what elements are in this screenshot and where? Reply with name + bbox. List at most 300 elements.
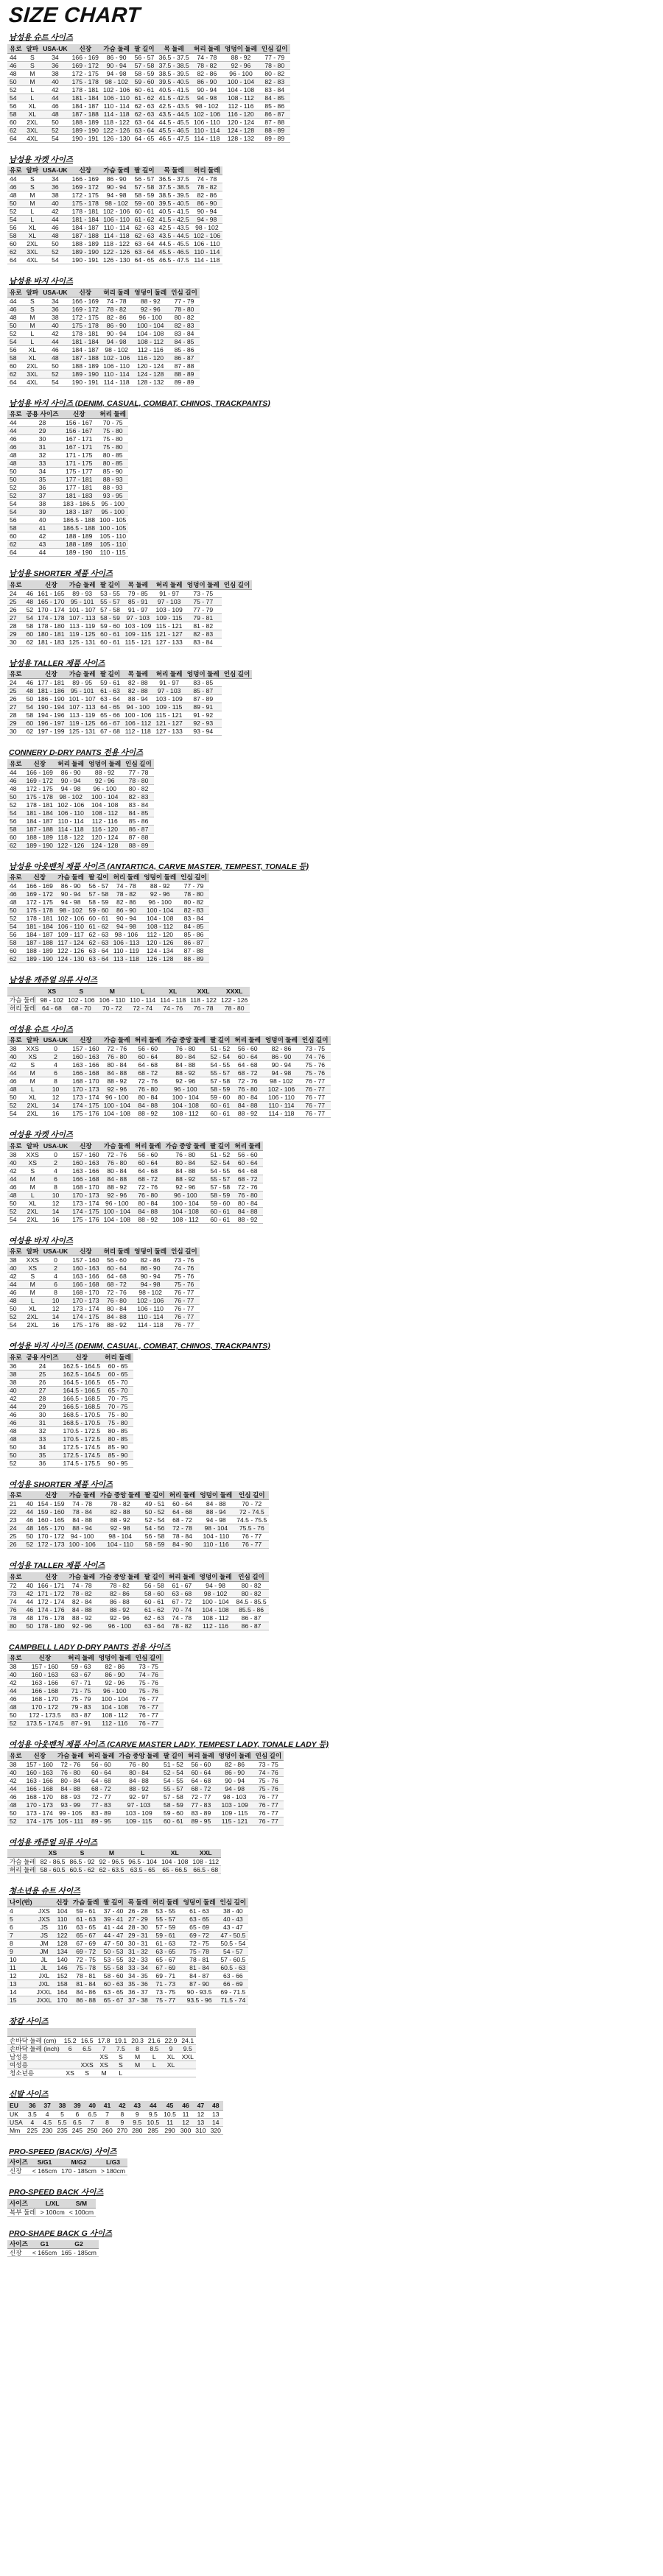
table-cell: 97 - 103: [116, 1801, 161, 1809]
table-cell: 169 - 172: [24, 776, 55, 784]
table-cell: 48: [7, 69, 24, 77]
table-cell: 88 - 92: [132, 297, 169, 305]
column-header: 가슴 중앙 둘레: [98, 1491, 143, 1500]
table-cell: 청소년용: [7, 2069, 62, 2077]
table-cell: 146: [54, 1963, 71, 1971]
table-cell: 76 - 80: [116, 1760, 161, 1768]
table-cell: 23: [7, 1516, 24, 1524]
table-cell: 89 - 95: [86, 1817, 117, 1825]
table-row: [7, 1996, 248, 2004]
column-header: 신장: [70, 1141, 101, 1150]
table-cell: 21: [7, 1500, 24, 1508]
table-cell: 108 - 112: [164, 1215, 208, 1223]
table-row: [7, 1426, 133, 1435]
table-row: [7, 1370, 133, 1378]
table-cell: 72 - 74: [127, 1004, 158, 1012]
table-cell: 188 - 189: [70, 240, 101, 248]
table-cell: 40: [7, 1053, 24, 1061]
table-cell: 73 - 75: [300, 1045, 331, 1053]
column-header: 가슴 둘레: [67, 1572, 98, 1581]
table-row: [7, 947, 209, 955]
table-row: [7, 1362, 133, 1370]
table-cell: 4: [25, 2118, 40, 2126]
column-header: 허리 둘레: [86, 1751, 117, 1760]
table-cell: 113 - 119: [67, 622, 98, 630]
table-cell: L: [24, 329, 41, 337]
table-cell: 75 - 76: [253, 1776, 284, 1784]
table-cell: 75 - 76: [300, 1069, 331, 1077]
table-cell: 84 - 88: [67, 1516, 98, 1524]
section-title: 남성용 슈트 사이즈: [9, 33, 73, 42]
column-header: S/G1: [30, 2158, 59, 2167]
table-cell: 127 - 133: [153, 638, 184, 646]
table-cell: 169 - 172: [24, 890, 55, 898]
table-cell: [79, 2053, 96, 2061]
table-cell: 96 - 100: [97, 1622, 142, 1630]
table-row: [7, 890, 209, 898]
table-cell: 189 - 190: [24, 841, 55, 849]
column-header: USA-UK: [41, 288, 69, 297]
table-cell: 54: [7, 94, 24, 102]
table-cell: 76 - 77: [133, 1711, 164, 1720]
table-cell: UK: [7, 2110, 25, 2118]
table-cell: 48: [41, 232, 69, 240]
column-header: 가슴 중앙 둘레: [116, 1751, 161, 1760]
table-cell: 92 - 96: [97, 1613, 142, 1622]
table-cell: 44: [41, 94, 69, 102]
table-cell: S: [112, 2061, 129, 2069]
table-row: [7, 1613, 269, 1622]
table-row: [7, 126, 290, 134]
table-cell: 73 - 76: [169, 1256, 200, 1264]
table-cell: 62: [7, 955, 24, 963]
table-cell: 56: [7, 516, 24, 524]
table-cell: 66 - 69: [218, 1979, 249, 1988]
table-cell: 160 - 163: [70, 1053, 101, 1061]
table-cell: 52: [7, 1313, 24, 1321]
table-cell: 80 - 84: [164, 1053, 208, 1061]
table-cell: 46: [24, 1516, 36, 1524]
table-cell: 57 - 58: [208, 1183, 232, 1191]
table-cell: 178 - 181: [70, 208, 101, 216]
table-cell: 115 - 121: [153, 711, 184, 719]
table-cell: 168.5 - 170.5: [61, 1410, 103, 1418]
table-cell: 86 - 90: [101, 53, 132, 61]
table-cell: 48: [7, 1801, 24, 1809]
table-cell: M: [24, 1175, 41, 1183]
table-cell: 46.5 - 47.5: [157, 134, 192, 142]
table-cell: 16.5: [79, 2037, 96, 2045]
table-cell: 64 - 68: [102, 1273, 133, 1281]
table-cell: 43.5 - 44.5: [157, 232, 192, 240]
column-header: 신장: [54, 1898, 71, 1907]
table-cell: 175 - 178: [70, 77, 101, 85]
table-cell: 90 - 94: [192, 208, 222, 216]
table-cell: 75 - 80: [102, 1418, 133, 1426]
column-header: L: [126, 1849, 159, 1858]
table-row: [7, 1321, 200, 1329]
table-cell: 55 - 57: [161, 1784, 186, 1792]
table-cell: 160 - 165: [35, 1516, 66, 1524]
table-cell: M: [24, 69, 41, 77]
table-cell: 171 - 172: [35, 1589, 66, 1597]
table-cell: 116 - 120: [132, 353, 169, 362]
table-cell: 112 - 116: [132, 345, 169, 353]
table-row: [7, 882, 209, 890]
table-cell: 58: [7, 232, 24, 240]
table-cell: 7: [7, 1931, 35, 1939]
column-header: 인심 길이: [222, 580, 253, 589]
column-header: 엉덩이 둘레: [197, 1491, 234, 1500]
table-cell: 76 - 77: [133, 1695, 164, 1703]
table-cell: 50 - 53: [101, 1947, 125, 1955]
table-cell: 96.5 - 104: [126, 1858, 159, 1866]
table-cell: 166 - 169: [24, 882, 55, 890]
table-cell: 46: [7, 1077, 24, 1085]
table-row: [7, 1695, 164, 1703]
column-header: 36: [25, 2101, 40, 2110]
table-row: [7, 1289, 200, 1297]
table-cell: 88 - 93: [97, 484, 128, 492]
size-table: [7, 580, 252, 647]
table-cell: 신장: [7, 2167, 30, 2175]
table-cell: 38: [7, 1045, 24, 1053]
table-cell: 88 - 92: [67, 1613, 98, 1622]
table-row: [7, 1158, 263, 1166]
table-cell: 94 - 98: [197, 1581, 234, 1589]
column-header: 인심 길이: [218, 1898, 249, 1907]
table-cell: 50.5 - 54: [218, 1939, 249, 1947]
table-cell: 56: [7, 102, 24, 110]
table-cell: 56 - 60: [86, 1760, 117, 1768]
column-header: 허리 둘레: [167, 1491, 198, 1500]
table-cell: 12: [193, 2110, 208, 2118]
table-row: [7, 1524, 269, 1532]
table-cell: 86 - 90: [192, 200, 222, 208]
column-header: 엉덩이 둘레: [97, 1654, 133, 1663]
table-cell: 8: [41, 1077, 70, 1085]
column-header: 가슴 둘레: [55, 1751, 86, 1760]
table-cell: 9: [115, 2118, 130, 2126]
table-cell: 53 - 55: [98, 589, 122, 597]
table-cell: 64 - 68: [133, 1166, 164, 1175]
table-cell: 60 - 61: [208, 1207, 232, 1215]
column-header: 유로: [7, 1247, 24, 1256]
table-cell: M: [96, 2069, 113, 2077]
table-cell: 62: [24, 638, 36, 646]
table-cell: 115 - 121: [217, 1817, 253, 1825]
table-cell: 104 - 108: [97, 1703, 133, 1711]
table-cell: 86 - 87: [178, 939, 209, 947]
column-header: 가슴 둘레: [55, 873, 86, 882]
table-cell: 2XL: [24, 1207, 41, 1215]
table-cell: 105 - 111: [55, 1817, 86, 1825]
table-cell: 40 - 43: [218, 1915, 249, 1923]
column-header: 허리 둘레: [150, 1898, 181, 1907]
table-cell: XL: [24, 1305, 41, 1313]
table-cell: 40: [24, 1500, 36, 1508]
page-title: SIZE CHART: [7, 4, 141, 27]
table-cell: 106 - 110: [55, 809, 86, 817]
table-cell: 118 - 122: [101, 118, 132, 126]
table-cell: 88 - 92: [116, 1784, 161, 1792]
table-cell: 70 - 75: [102, 1402, 133, 1410]
table-cell: 114 - 118: [158, 996, 188, 1004]
table-cell: 2XL: [24, 1215, 41, 1223]
table-row: [7, 784, 154, 792]
table-cell: 56: [7, 224, 24, 232]
table-cell: 46: [41, 345, 69, 353]
size-table: [7, 2158, 127, 2176]
table-cell: 157 - 160: [24, 1663, 66, 1671]
table-cell: 72 - 77: [86, 1792, 117, 1801]
table-cell: 103 - 109: [217, 1801, 253, 1809]
table-cell: 170 - 172: [35, 1532, 66, 1541]
table-cell: 73 - 75: [150, 1988, 181, 1996]
table-row: [7, 1679, 164, 1687]
table-row: [7, 69, 290, 77]
table-cell: 48: [41, 353, 69, 362]
table-cell: 76 - 77: [253, 1817, 284, 1825]
table-cell: 177 - 181: [35, 679, 66, 687]
table-cell: 64: [7, 549, 24, 557]
table-cell: 98 - 102: [132, 1289, 169, 1297]
table-cell: 181 - 184: [70, 94, 101, 102]
table-cell: 114 - 118: [263, 1110, 300, 1118]
table-cell: 52 - 54: [161, 1768, 186, 1776]
table-cell: 92 - 98: [98, 1524, 143, 1532]
table-cell: 181 - 183: [61, 492, 97, 500]
column-header: 신장: [61, 1353, 103, 1362]
column-header: [146, 2028, 163, 2037]
table-cell: 60: [7, 532, 24, 541]
column-header: 44: [144, 2101, 161, 2110]
table-cell: 245: [70, 2126, 85, 2134]
section-title: 여성용 바지 사이즈 (DENIM, CASUAL, COMBAT, CHINOS, TRACKPANTS): [9, 1342, 270, 1351]
table-cell: 62 - 63: [132, 102, 156, 110]
table-row: [7, 1760, 284, 1768]
table-cell: 77 - 79: [185, 605, 222, 613]
table-cell: 93 - 94: [185, 728, 222, 736]
table-cell: 186 - 190: [35, 695, 66, 703]
column-header: G2: [59, 2240, 99, 2249]
table-cell: 100 - 106: [67, 1541, 98, 1549]
table-cell: JL: [35, 1963, 55, 1971]
table-cell: 106 - 110: [192, 240, 222, 248]
table-cell: 47 - 50: [101, 1939, 125, 1947]
table-cell: 181 - 184: [70, 337, 101, 345]
table-header-row: [7, 1141, 263, 1150]
table-cell: 46: [7, 443, 24, 451]
column-header: 유로: [7, 1751, 24, 1760]
table-cell: 57 - 58: [208, 1077, 232, 1085]
table-cell: 174 - 175: [70, 1207, 101, 1215]
table-cell: 285: [144, 2126, 161, 2134]
table-cell: 90 - 93.5: [181, 1988, 218, 1996]
table-cell: 85 - 86: [123, 817, 154, 825]
table-cell: 181 - 186: [35, 687, 66, 695]
table-row: [7, 1297, 200, 1305]
table-cell: 71.5 - 74: [218, 1996, 249, 2004]
table-cell: 94 - 98: [197, 1516, 234, 1524]
table-cell: 60: [24, 630, 36, 638]
table-cell: 67 - 69: [71, 1939, 102, 1947]
table-cell: 40: [7, 1264, 24, 1273]
table-cell: 68 - 72: [232, 1069, 263, 1077]
table-cell: 98 - 104: [98, 1532, 143, 1541]
table-cell: 172 - 175: [70, 313, 101, 321]
table-cell: 122 - 126: [101, 248, 132, 256]
table-header-row: [7, 2101, 223, 2110]
table-cell: 70 - 75: [97, 419, 128, 427]
table-cell: 75 - 77: [185, 597, 222, 605]
table-row: [7, 541, 128, 549]
table-cell: 54: [7, 216, 24, 224]
table-cell: 38: [7, 1378, 24, 1386]
table-cell: 97 - 103: [153, 687, 184, 695]
table-cell: 172 - 175: [70, 69, 101, 77]
column-header: 인심 길이: [123, 759, 154, 768]
table-cell: 126 - 130: [101, 134, 132, 142]
table-cell: 38.5 - 39.5: [157, 191, 192, 200]
table-cell: 170.5 - 172.5: [61, 1435, 103, 1443]
table-cell: 91 - 97: [122, 605, 153, 613]
table-cell: 60 - 61: [161, 1817, 186, 1825]
table-cell: 80 - 84: [102, 1305, 133, 1313]
table-cell: 165 - 170: [35, 597, 66, 605]
table-cell: 69 - 71.5: [218, 1988, 249, 1996]
table-cell: 124 - 128: [222, 126, 259, 134]
table-cell: 25: [7, 1532, 24, 1541]
table-cell: 118 - 122: [101, 240, 132, 248]
table-row: [7, 1077, 331, 1085]
table-cell: 94 - 98: [192, 94, 222, 102]
table-cell: 60 - 61: [208, 1110, 232, 1118]
table-cell: XL: [24, 353, 41, 362]
table-cell: 152: [54, 1971, 71, 1979]
table-cell: 189 - 190: [24, 955, 55, 963]
table-cell: 11: [7, 1963, 35, 1971]
table-cell: 51 - 52: [161, 1760, 186, 1768]
table-cell: 166.5 - 168.5: [61, 1394, 103, 1402]
table-header-row: [7, 1572, 269, 1581]
table-cell: JL: [35, 1955, 55, 1963]
table-cell: 106 - 110: [55, 923, 86, 931]
table-cell: 72 - 76: [102, 1150, 133, 1158]
table-cell: JM: [35, 1947, 55, 1955]
table-cell: L: [24, 1191, 41, 1199]
table-cell: 42: [7, 1166, 24, 1175]
table-row: [7, 907, 209, 915]
table-cell: 96 - 100: [132, 313, 169, 321]
table-cell: 95 - 100: [97, 500, 128, 508]
column-header: [96, 2028, 113, 2037]
table-cell: 320: [208, 2126, 223, 2134]
table-cell: 172 - 175: [24, 898, 55, 907]
table-cell: 114 - 118: [55, 825, 86, 833]
table-cell: 50: [7, 1451, 24, 1459]
table-cell: XXS: [24, 1045, 41, 1053]
column-header: 허리 둘레: [166, 1572, 197, 1581]
table-cell: 74 - 78: [192, 53, 222, 61]
table-cell: 5: [7, 1915, 35, 1923]
table-cell: 42: [41, 85, 69, 94]
table-cell: 90 - 94: [55, 890, 86, 898]
table-cell: 170: [54, 1996, 71, 2004]
table-cell: 46: [7, 776, 24, 784]
table-cell: 50: [7, 1305, 24, 1313]
table-cell: 84 - 85: [178, 923, 209, 931]
table-cell: 167 - 171: [61, 435, 97, 443]
column-header: 신장: [70, 1036, 101, 1045]
table-cell: 9: [130, 2110, 144, 2118]
table-cell: 25: [24, 1370, 61, 1378]
table-cell: 46: [7, 1792, 24, 1801]
table-cell: 58 - 59: [98, 613, 122, 622]
table-cell: 45.5 - 46.5: [157, 126, 192, 134]
table-row: [7, 256, 222, 264]
table-cell: 57 - 60.5: [218, 1955, 249, 1963]
table-cell: 89 - 91: [185, 703, 222, 711]
table-cell: 0: [41, 1045, 70, 1053]
table-cell: 140: [54, 1955, 71, 1963]
table-cell: 124 - 134: [141, 947, 178, 955]
size-section: [7, 1739, 656, 1826]
table-cell: 61 - 63: [181, 1907, 218, 1915]
table-cell: 43.5 - 44.5: [157, 110, 192, 118]
table-row: [7, 549, 128, 557]
size-table: [7, 759, 154, 850]
table-cell: 80 - 84: [133, 1199, 164, 1207]
table-cell: 78: [7, 1613, 24, 1622]
table-cell: 39 - 41: [101, 1915, 125, 1923]
table-cell: 54 - 55: [161, 1776, 186, 1784]
table-row: [7, 1166, 263, 1175]
table-cell: 6: [41, 1069, 70, 1077]
column-header: [79, 2028, 96, 2037]
size-section: [7, 569, 656, 647]
table-cell: 78 - 82: [111, 890, 142, 898]
table-cell: 163 - 166: [70, 1166, 101, 1175]
table-cell: S: [24, 1166, 41, 1175]
table-cell: 92 - 97: [116, 1792, 161, 1801]
table-cell: 87 - 88: [259, 118, 290, 126]
table-cell: 85 - 90: [102, 1451, 133, 1459]
table-cell: 108 - 112: [164, 1110, 208, 1118]
table-cell: 96 - 100: [97, 1687, 133, 1695]
table-cell: 59 - 60: [132, 77, 156, 85]
table-cell: 110 - 115: [97, 549, 128, 557]
table-cell: XL: [24, 1094, 41, 1102]
table-cell: 60 - 61: [142, 1597, 166, 1605]
table-row: [7, 2249, 99, 2257]
table-cell: 184 - 187: [70, 224, 101, 232]
table-cell: 64 - 68: [232, 1061, 263, 1069]
table-header-row: [7, 2240, 99, 2249]
table-cell: 63 - 64: [86, 947, 110, 955]
table-cell: 60 - 64: [167, 1500, 198, 1508]
table-cell: 186.5 - 188: [61, 524, 97, 532]
table-cell: 76 - 77: [300, 1085, 331, 1094]
column-header: 목 둘레: [157, 44, 192, 53]
table-cell: 102 - 106: [192, 232, 222, 240]
table-cell: 72 - 76: [232, 1077, 263, 1085]
table-cell: 52: [24, 605, 36, 613]
table-cell: 161 - 165: [35, 589, 66, 597]
table-row: [7, 468, 128, 476]
column-header: 엉덩이 둘레: [141, 873, 178, 882]
size-section: [7, 1236, 656, 1330]
